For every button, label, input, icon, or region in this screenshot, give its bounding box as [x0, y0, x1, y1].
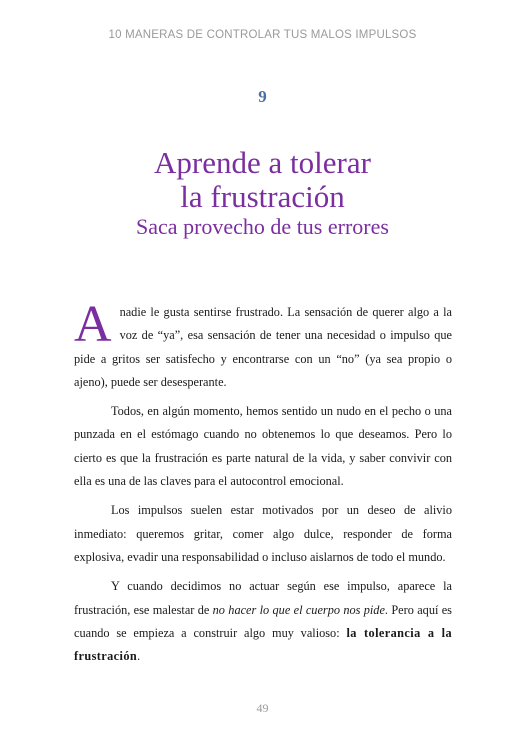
body-text — [74, 296, 452, 674]
drop-cap: A — [74, 296, 112, 353]
paragraph-3: Los impulsos suelen estar motivados por un deseo de alivio inmediato: queremos gritar, comer algo dulce, responder de forma explosiva, evadir una responsabilidad o incluso aislarnos de todo el mundo. — [74, 503, 452, 564]
chapter-title-line-2: la frustración — [180, 179, 345, 214]
page-number: 49 — [256, 701, 269, 715]
paragraph-4-bold: la tolerancia a la frustración — [74, 625, 452, 664]
chapter-title-line-1: Aprende a tolerar — [154, 145, 371, 180]
paragraph-4 — [74, 575, 452, 668]
paragraph-1 — [74, 296, 452, 394]
chapter-title — [0, 146, 525, 214]
chapter-subtitle: Saca provecho de tus errores — [136, 214, 389, 239]
paragraph-2: Todos, en algún momento, hemos sentido un nudo en el pecho o una punzada en el estómago cuando no obtenemos lo que deseamos. Pero lo cierto es que la frustración es parte natural de la vida, y saber convivir con ella es una de las claves para el autocontrol emocional. — [74, 404, 452, 489]
paragraph-1-text: nadie le gusta sentirse frustrado. La sensación de querer algo a la voz de “ya”, esa sensación de tener una necesidad o impulso que pide a gritos ser satisfecho y encontrarse con un “no” (ya sea propio o ajeno), puede ser desesperante. — [74, 305, 452, 389]
paragraph-4-text-c: . — [137, 649, 141, 664]
paragraph-4-italic: no hacer lo que el cuerpo nos pide — [212, 602, 385, 617]
paragraph-4-text-a: Y cuando decidimos no actuar según ese impulso, aparece la frustración, ese malestar de — [74, 579, 452, 617]
chapter-number: 9 — [258, 87, 267, 106]
running-header: 10 MANERAS DE CONTROLAR TUS MALOS IMPULSOS — [108, 29, 417, 41]
paragraph-4-text-b: . Pero aquí es cuando se empieza a construir algo muy valioso: — [74, 602, 452, 640]
